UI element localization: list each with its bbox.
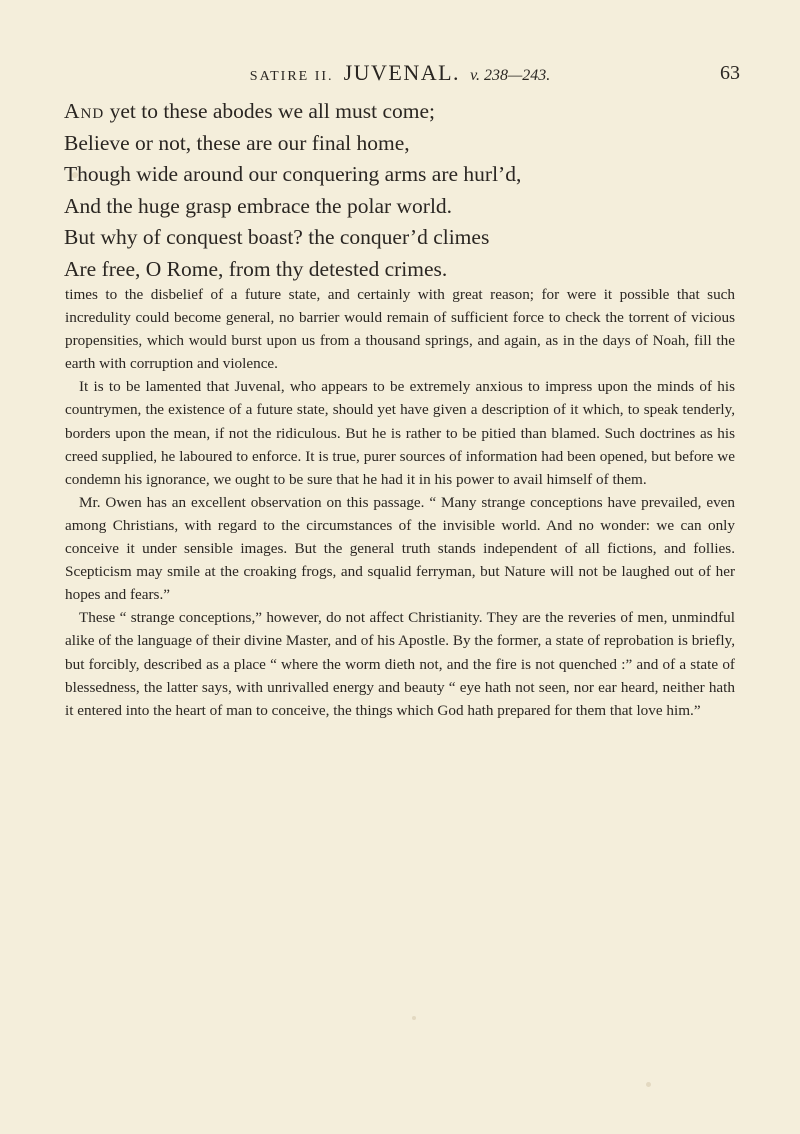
paper-spot bbox=[72, 172, 78, 178]
note-paragraph: Mr. Owen has an excellent observation on this passage. “ Many strange conceptions have prevailed, even among Christians, with regard to the circumstances of the invisible world. And no wonder: we can only conceive it under sensible images. But the general truth stands independent of all fictions, and follies. Scepticism may smile at the croaking frogs, and squalid ferryman, but Nature will not be laughed out of her hopes and fears.” bbox=[65, 493, 735, 604]
commentary-notes bbox=[65, 283, 735, 722]
paper-spot bbox=[412, 1016, 416, 1020]
note-paragraph: It is to be lamented that Juvenal, who appears to be extremely anxious to impress upon the minds of his countrymen, the existence of a future state, should yet have given a description of it which, to speak tenderly, borders upon the mean, if not the ridiculous. But he is rather to be pitied than blamed. Such doctrines as his creed supplied, he laboured to enforce. It is true, purer sources of information had been opened, but before we condemn his ignorance, we ought to be sure that he had it in his power to avail himself of them. bbox=[65, 378, 735, 488]
poem-line: Believe or not, these are our final home, bbox=[64, 130, 410, 155]
page-number: 63 bbox=[720, 62, 740, 84]
paper-spot bbox=[646, 1082, 651, 1087]
poem-first-word: And bbox=[64, 99, 105, 123]
page-header bbox=[60, 60, 740, 90]
poem-line: But why of conquest boast? the conquer’d climes bbox=[64, 225, 490, 249]
note-paragraph: times to the disbelief of a future state, and certainly with great reason; for were it possible that such incredulity could become general, no barrier would remain of sufficient force to check the torrent of vicious propensities, which would burst upon us from a thousand springs, and again, as in the days of Noah, fill the earth with corruption and violence. bbox=[65, 286, 735, 373]
poem-line: And the huge grasp embrace the polar world. bbox=[64, 193, 453, 218]
poem-first-line-rest: yet to these abodes we all must come; bbox=[104, 99, 435, 123]
running-head-satire: SATIRE II. bbox=[249, 69, 334, 84]
running-head-author: JUVENAL. bbox=[343, 60, 461, 85]
running-head bbox=[60, 60, 740, 86]
running-head-verses: v. 238—243. bbox=[470, 67, 551, 84]
poem-line: Are free, O Rome, from thy detested crimes. bbox=[64, 256, 448, 281]
poem-line: Though wide around our conquering arms are hurl’d, bbox=[64, 162, 522, 186]
poem-line bbox=[64, 96, 724, 128]
note-paragraph: These “ strange conceptions,” however, do not affect Christianity. They are the reveries of men, unmindful alike of the language of their divine Master, and of his Apostle. By the former, a state of reprobation is briefly, but forcibly, described as a place “ where the worm dieth not, and the fire is not quenched :” and of a state of blessedness, the latter says, with unrivalled energy and beauty “ eye hath not seen, nor ear heard, neither hath it entered into the heart of man to conceive, the things which God hath prepared for them that love him.” bbox=[65, 609, 735, 719]
poem-stanza bbox=[64, 96, 724, 285]
